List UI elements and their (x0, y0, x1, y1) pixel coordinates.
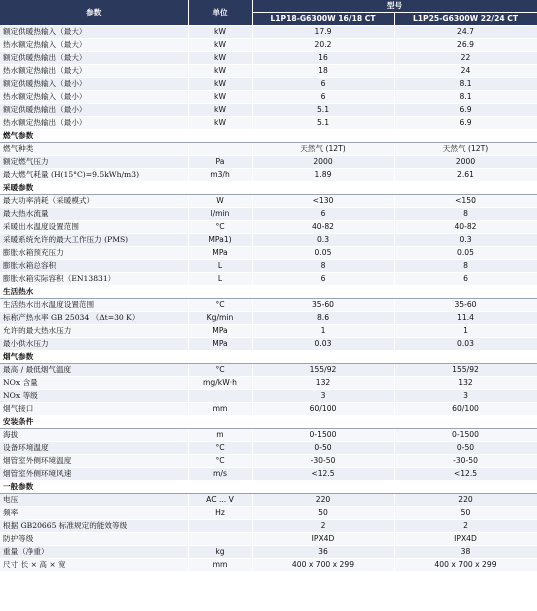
param-cell: 热水额定热输入（最大） (0, 39, 188, 52)
model-b-value: 0-1500 (394, 429, 537, 442)
section-header-row (0, 130, 537, 143)
model-a-value: 220 (252, 494, 394, 507)
param-cell: 频率 (0, 507, 188, 520)
param-cell: 烟管室外侧环境风速 (0, 468, 188, 481)
table-row (0, 377, 537, 390)
table-row (0, 117, 537, 130)
param-cell: 额定供暖热输出（最大） (0, 52, 188, 65)
model-b-value: IPX4D (394, 533, 537, 546)
unit-cell: °C (188, 442, 252, 455)
model-b-value: 60/100 (394, 403, 537, 416)
unit-cell (188, 390, 252, 403)
model-a-value: 6 (252, 78, 394, 91)
section-header-row (0, 182, 537, 195)
table-row (0, 455, 537, 468)
unit-cell: MPa1) (188, 234, 252, 247)
unit-cell: MPa (188, 247, 252, 260)
model-b-value: 天然气 (12T) (394, 143, 537, 156)
table-row (0, 520, 537, 533)
model-b-value: 400 x 700 x 299 (394, 559, 537, 572)
section-header-row (0, 416, 537, 429)
param-cell: 额定供暖热输入（最小） (0, 78, 188, 91)
model-a-value: 6 (252, 208, 394, 221)
param-cell: 热水额定热输出（最大） (0, 65, 188, 78)
param-cell: 烟管室外侧环境温度 (0, 455, 188, 468)
model-b-value: 24.7 (394, 26, 537, 39)
header-model: 型号 (252, 0, 537, 13)
param-cell: 燃气种类 (0, 143, 188, 156)
model-b-value: 22 (394, 52, 537, 65)
model-b-value: 35-60 (394, 299, 537, 312)
model-b-value: 2.61 (394, 169, 537, 182)
model-a-value: -30-50 (252, 455, 394, 468)
model-a-value: <12.5 (252, 468, 394, 481)
unit-cell: mm (188, 403, 252, 416)
table-row (0, 156, 537, 169)
model-a-value: 2000 (252, 156, 394, 169)
unit-cell: mm (188, 559, 252, 572)
param-cell: 最高 / 最低烟气温度 (0, 364, 188, 377)
unit-cell: kW (188, 117, 252, 130)
model-a-value: 8 (252, 260, 394, 273)
unit-cell: Hz (188, 507, 252, 520)
unit-cell: W (188, 195, 252, 208)
param-cell: 最小供水压力 (0, 338, 188, 351)
model-b-value: 26.9 (394, 39, 537, 52)
table-row (0, 390, 537, 403)
section-title: 生活热水 (0, 286, 537, 299)
model-a-value: 天然气 (12T) (252, 143, 394, 156)
param-cell: 标称产热水率 GB 25034 （Δt=30 K） (0, 312, 188, 325)
unit-cell: Pa (188, 156, 252, 169)
model-a-value: 50 (252, 507, 394, 520)
unit-cell: kW (188, 52, 252, 65)
model-a-value: 400 x 700 x 299 (252, 559, 394, 572)
section-header-row (0, 286, 537, 299)
table-row (0, 494, 537, 507)
unit-cell: kW (188, 104, 252, 117)
param-cell: 额定供暖热输入（最大） (0, 26, 188, 39)
unit-cell: kW (188, 39, 252, 52)
model-a-value: 2 (252, 520, 394, 533)
section-header-row (0, 481, 537, 494)
table-row (0, 91, 537, 104)
table-row (0, 52, 537, 65)
table-row (0, 208, 537, 221)
model-a-value: 0.03 (252, 338, 394, 351)
model-b-value: 8.1 (394, 78, 537, 91)
param-cell: 尺寸 长 × 高 × 宽 (0, 559, 188, 572)
unit-cell: kW (188, 78, 252, 91)
model-a-value: 5.1 (252, 117, 394, 130)
param-cell: 膨胀水箱实际容积（EN13831） (0, 273, 188, 286)
model-b-value: -30-50 (394, 455, 537, 468)
model-a-value: 5.1 (252, 104, 394, 117)
model-a-value: 0-50 (252, 442, 394, 455)
unit-cell: °C (188, 455, 252, 468)
param-cell: NOx 等级 (0, 390, 188, 403)
param-cell: 膨胀水箱预充压力 (0, 247, 188, 260)
param-cell: 生活热水出水温度设置范围 (0, 299, 188, 312)
unit-cell: °C (188, 299, 252, 312)
param-cell: 烟气接口 (0, 403, 188, 416)
table-body (0, 26, 537, 572)
unit-cell: kW (188, 26, 252, 39)
model-a-value: 132 (252, 377, 394, 390)
model-a-value: 17.9 (252, 26, 394, 39)
model-b-value: 1 (394, 325, 537, 338)
unit-cell: m/s (188, 468, 252, 481)
table-row (0, 403, 537, 416)
section-title: 一般参数 (0, 481, 537, 494)
param-cell: 最大燃气耗量 (H(15°C)=9.5kWh/m3) (0, 169, 188, 182)
unit-cell: L (188, 273, 252, 286)
model-b-value: 2000 (394, 156, 537, 169)
param-cell: 电压 (0, 494, 188, 507)
table-row (0, 325, 537, 338)
unit-cell: kW (188, 91, 252, 104)
table-row (0, 429, 537, 442)
table-row (0, 39, 537, 52)
table-row (0, 338, 537, 351)
param-cell: 设备环境温度 (0, 442, 188, 455)
model-a-value: 18 (252, 65, 394, 78)
model-b-value: 6 (394, 273, 537, 286)
unit-cell: Kg/min (188, 312, 252, 325)
unit-cell: °C (188, 221, 252, 234)
table-row (0, 364, 537, 377)
model-a-value: 6 (252, 273, 394, 286)
table-row (0, 559, 537, 572)
table-row (0, 247, 537, 260)
model-b-value: 24 (394, 65, 537, 78)
model-b-value: 3 (394, 390, 537, 403)
model-a-value: 0-1500 (252, 429, 394, 442)
param-cell: 采暖系统允许的最大工作压力 (PMS) (0, 234, 188, 247)
unit-cell: l/min (188, 208, 252, 221)
unit-cell: mg/kW·h (188, 377, 252, 390)
header-model-a: L1P18-G6300W 16/18 CT (252, 13, 394, 26)
model-b-value: 132 (394, 377, 537, 390)
model-b-value: 0.05 (394, 247, 537, 260)
table-row (0, 507, 537, 520)
unit-cell (188, 143, 252, 156)
table-row (0, 26, 537, 39)
unit-cell: °C (188, 364, 252, 377)
table-header (0, 0, 537, 26)
table-row (0, 533, 537, 546)
param-cell: 热水额定热输出（最小） (0, 117, 188, 130)
model-a-value: 60/100 (252, 403, 394, 416)
model-b-value: 220 (394, 494, 537, 507)
unit-cell: AC ... V (188, 494, 252, 507)
unit-cell: m (188, 429, 252, 442)
model-b-value: 50 (394, 507, 537, 520)
param-cell: 采暖出水温度设置范围 (0, 221, 188, 234)
table-row (0, 273, 537, 286)
table-row (0, 312, 537, 325)
table-row (0, 143, 537, 156)
model-a-value: 0.05 (252, 247, 394, 260)
param-cell: 最大功率消耗（采暖模式） (0, 195, 188, 208)
model-a-value: IPX4D (252, 533, 394, 546)
unit-cell: MPa (188, 338, 252, 351)
model-b-value: <150 (394, 195, 537, 208)
model-a-value: 1 (252, 325, 394, 338)
section-title: 烟气参数 (0, 351, 537, 364)
model-b-value: 38 (394, 546, 537, 559)
section-title: 采暖参数 (0, 182, 537, 195)
unit-cell: MPa (188, 325, 252, 338)
header-model-b: L1P25-G6300W 22/24 CT (394, 13, 537, 26)
table-row (0, 299, 537, 312)
unit-cell: m3/h (188, 169, 252, 182)
table-row (0, 546, 537, 559)
model-a-value: 36 (252, 546, 394, 559)
model-a-value: 8.6 (252, 312, 394, 325)
param-cell: 最大热水流量 (0, 208, 188, 221)
param-cell: 防护等级 (0, 533, 188, 546)
unit-cell: L (188, 260, 252, 273)
model-a-value: 35-60 (252, 299, 394, 312)
table-row (0, 442, 537, 455)
table-row (0, 221, 537, 234)
table-row (0, 104, 537, 117)
model-b-value: 40-82 (394, 221, 537, 234)
model-b-value: 0.03 (394, 338, 537, 351)
section-title: 安装条件 (0, 416, 537, 429)
model-a-value: 0.3 (252, 234, 394, 247)
model-a-value: 40-82 (252, 221, 394, 234)
section-title: 燃气参数 (0, 130, 537, 143)
table-row (0, 234, 537, 247)
model-b-value: 2 (394, 520, 537, 533)
unit-cell (188, 533, 252, 546)
header-param: 参数 (0, 0, 188, 26)
model-b-value: 11.4 (394, 312, 537, 325)
param-cell: 根据 GB20665 标准规定的能效等级 (0, 520, 188, 533)
model-b-value: 8 (394, 260, 537, 273)
param-cell: 允许的最大热水压力 (0, 325, 188, 338)
table-row (0, 468, 537, 481)
model-b-value: 8.1 (394, 91, 537, 104)
model-b-value: 0-50 (394, 442, 537, 455)
unit-cell (188, 520, 252, 533)
model-b-value: 0.3 (394, 234, 537, 247)
param-cell: 膨胀水箱总容积 (0, 260, 188, 273)
model-b-value: <12.5 (394, 468, 537, 481)
model-b-value: 155/92 (394, 364, 537, 377)
model-a-value: 3 (252, 390, 394, 403)
model-a-value: 20.2 (252, 39, 394, 52)
model-b-value: 6.9 (394, 117, 537, 130)
param-cell: NOx 含量 (0, 377, 188, 390)
model-a-value: 6 (252, 91, 394, 104)
table-row (0, 195, 537, 208)
table-row (0, 260, 537, 273)
table-row (0, 169, 537, 182)
model-b-value: 6.9 (394, 104, 537, 117)
header-unit: 单位 (188, 0, 252, 26)
param-cell: 海拔 (0, 429, 188, 442)
model-b-value: 8 (394, 208, 537, 221)
unit-cell: kW (188, 65, 252, 78)
param-cell: 重量（净重） (0, 546, 188, 559)
unit-cell: kg (188, 546, 252, 559)
param-cell: 热水额定热输入（最小） (0, 91, 188, 104)
section-header-row (0, 351, 537, 364)
table-row (0, 78, 537, 91)
model-a-value: 16 (252, 52, 394, 65)
param-cell: 额定燃气压力 (0, 156, 188, 169)
model-a-value: <130 (252, 195, 394, 208)
model-a-value: 1.89 (252, 169, 394, 182)
model-a-value: 155/92 (252, 364, 394, 377)
table-row (0, 65, 537, 78)
param-cell: 额定供暖热输出（最小） (0, 104, 188, 117)
